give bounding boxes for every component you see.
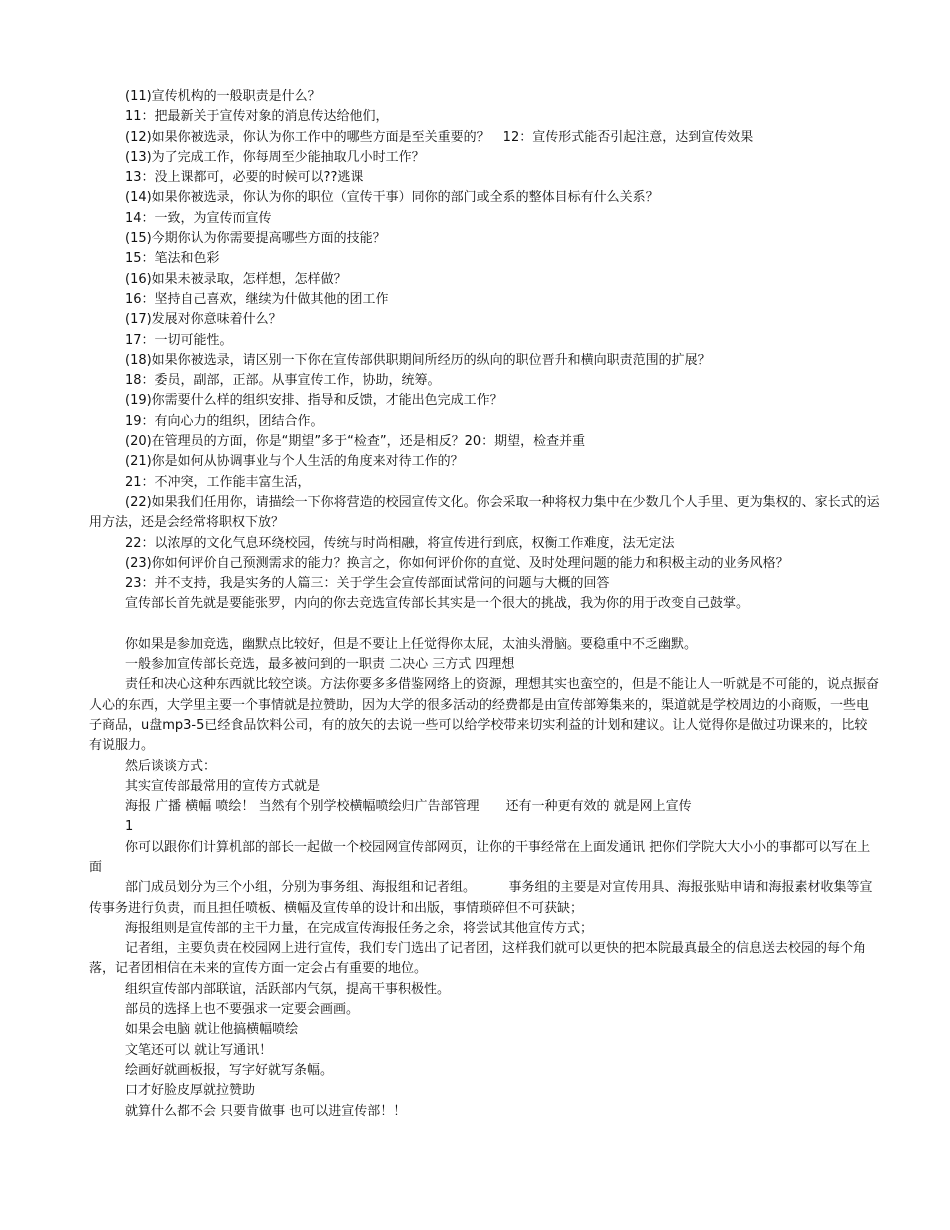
paragraph-q20: (20)在管理员的方面，你是“期望”多于“检查”，还是相反？20：期望，检查并重: [125, 434, 586, 450]
paragraph-closing: 就算什么都不会 只要肯做事 也可以进宣传部！！: [125, 1103, 407, 1119]
paragraph-groups: 部门成员划分为三个小组，分别为事务组、海报组和记者组。 事务组的主要是对宣传用具、海报张贴申请和海报素材收集等宣传事务进行负责，而且担任喷板、横幅及宣传单的设计和出版，事情琐碎但不可获缺；: [89, 880, 873, 916]
paragraph-intro: 宣传部长首先就是要能张罗，内向的你去竞选宣传部长其实是一个很大的挑战，我为你的用于改变自己鼓掌。: [125, 596, 750, 612]
paragraph-a17: 17：一切可能性。: [125, 332, 233, 348]
paragraph-methods-list: 海报 广播 横幅 喷绘！ 当然有个别学校横幅喷绘归广告部管理 还有一种更有效的 就是网上宣传: [125, 799, 692, 815]
paragraph-poster-group: 海报组则是宣传部的主干力量，在完成宣传海报任务之余，将尝试其他宣传方式；: [125, 920, 594, 936]
paragraph-q22: (22)如果我们任用你，请描绘一下你将营造的校园宣传文化。你会采取一种将权力集中在少数几个人手里、更为集权的、家长式的运用方法，还是会经常将职权下放？: [89, 494, 880, 531]
paragraph-social: 组织宣传部内部联谊，活跃部内气氛，提高干事积极性。: [125, 981, 451, 997]
paragraph-q13: (13)为了完成工作，你每周至少能抽取几小时工作？: [125, 149, 425, 165]
paragraph-writing: 文笔还可以 就让写通讯！: [125, 1042, 273, 1058]
paragraph-methods-common: 其实宣传部最常用的宣传方式就是: [125, 778, 321, 794]
blank-line: [89, 615, 880, 635]
paragraph-q19: (19)你需要什么样的组织安排、指导和反馈，才能出色完成工作？: [125, 393, 503, 409]
paragraph-number-1: 1: [125, 819, 134, 835]
paragraph-a16: 16：坚持自己喜欢，继续为什做其他的团工作: [125, 291, 389, 307]
paragraph-a22: 22：以浓厚的文化气息环绕校园，传统与时尚相融，将宣传进行到底，权衡工作难度，法无定法: [125, 535, 675, 551]
paragraph-computer: 如果会电脑 就让他搞横幅喷绘: [125, 1022, 299, 1038]
paragraph-responsibility: 责任和决心这种东西就比较空谈。方法你要多多借鉴网络上的资源，理想其实也蛮空的，但是不能让人一听就是不可能的，说点振奋人心的东西，大学里主要一个事情就是拉赞助，因为大学的很多活动的经费都是由宣传部筹集来的，渠道就是学校周边的小商贩，一些电子商品，u盘mp3-5已经食品饮料公司，有的放矢的去说一些可以给学校带来切实利益的计划和建议。让人觉得你是做过功课来的，比较有说服力。: [89, 677, 880, 754]
paragraph-q17: (17)发展对你意味着什么？: [125, 312, 282, 328]
paragraph-a13: 13：没上课都可，必要的时候可以??逃课: [125, 170, 364, 186]
paragraph-a18: 18：委员，副部，正部。从事宣传工作，协助，统筹。: [125, 373, 441, 389]
paragraph-q14: (14)如果你被选录，你认为你的职位（宣传干事）同你的部门或全系的整体目标有什么关系？: [125, 190, 659, 206]
paragraph-q15: (15)今期你认为你需要提高哪些方面的技能？: [125, 231, 386, 247]
paragraph-q23: (23)你如何评价自己预测需求的能力？换言之，你如何评价你的直觉、及时处理问题的能力和积极主动的业务风格？: [125, 555, 789, 571]
paragraph-a19: 19：有向心力的组织，团结合作。: [125, 413, 324, 429]
paragraph-a21: 21：不冲突，工作能丰富生活，: [125, 474, 311, 490]
paragraph-q11: (11)宣传机构的一般职责是什么？: [125, 89, 321, 104]
paragraph-website: 你可以跟你们计算机部的部长一起做一个校园网宣传部网页，让你的干事经常在上面发通讯 把你们学院大大小小的事都可以写在上面: [89, 839, 871, 875]
paragraph-methods-intro: 然后谈谈方式：: [125, 758, 217, 774]
paragraph-q16: (16)如果未被录取，怎样想，怎样做？: [125, 271, 347, 287]
paragraph-questions: 一般参加宣传部长竞选，最多被问到的一职责 二决心 三方式 四理想: [125, 657, 515, 673]
paragraph-reporter-group: 记者组，主要负责在校园网上进行宣传，我们专门选出了记者团，这样我们就可以更快的把本院最真最全的信息送去校园的每个角落，记者团相信在未来的宣传方面一定会占有重要的地位。: [89, 941, 867, 977]
paragraph-q12: (12)如果你被选录，你认为你工作中的哪些方面是至关重要的？ 12：宣传形式能否引起注意，达到宣传效果: [125, 129, 754, 145]
paragraph-a14: 14：一致，为宣传而宣传: [125, 210, 272, 226]
paragraph-q21: (21)你是如何从协调事业与个人生活的角度来对待工作的？: [125, 454, 464, 470]
paragraph-drawing: 绘画好就画板报，写字好就写条幅。: [125, 1062, 334, 1078]
paragraph-q18: (18)如果你被选录，请区别一下你在宣传部供职期间所经历的纵向的职位晋升和横向职责范围的扩展？: [125, 352, 711, 368]
paragraph-humor: 你如果是参加竞选，幽默点比较好，但是不要让上任觉得你太屁，太油头滑脑。要稳重中不乏幽默。: [125, 636, 698, 652]
paragraph-a11: 11：把最新关于宣传对象的消息传达给他们，: [125, 109, 389, 125]
paragraph-speaking: 口才好脸皮厚就拉赞助: [125, 1083, 256, 1099]
paragraph-selection: 部员的选择上也不要强求一定要会画画。: [125, 1002, 360, 1018]
paragraph-a23: 23：并不支持，我是实务的人篇三：关于学生会宣传部面试常问的问题与大概的回答: [125, 576, 610, 592]
paragraph-a15: 15：笔法和色彩: [125, 251, 220, 267]
